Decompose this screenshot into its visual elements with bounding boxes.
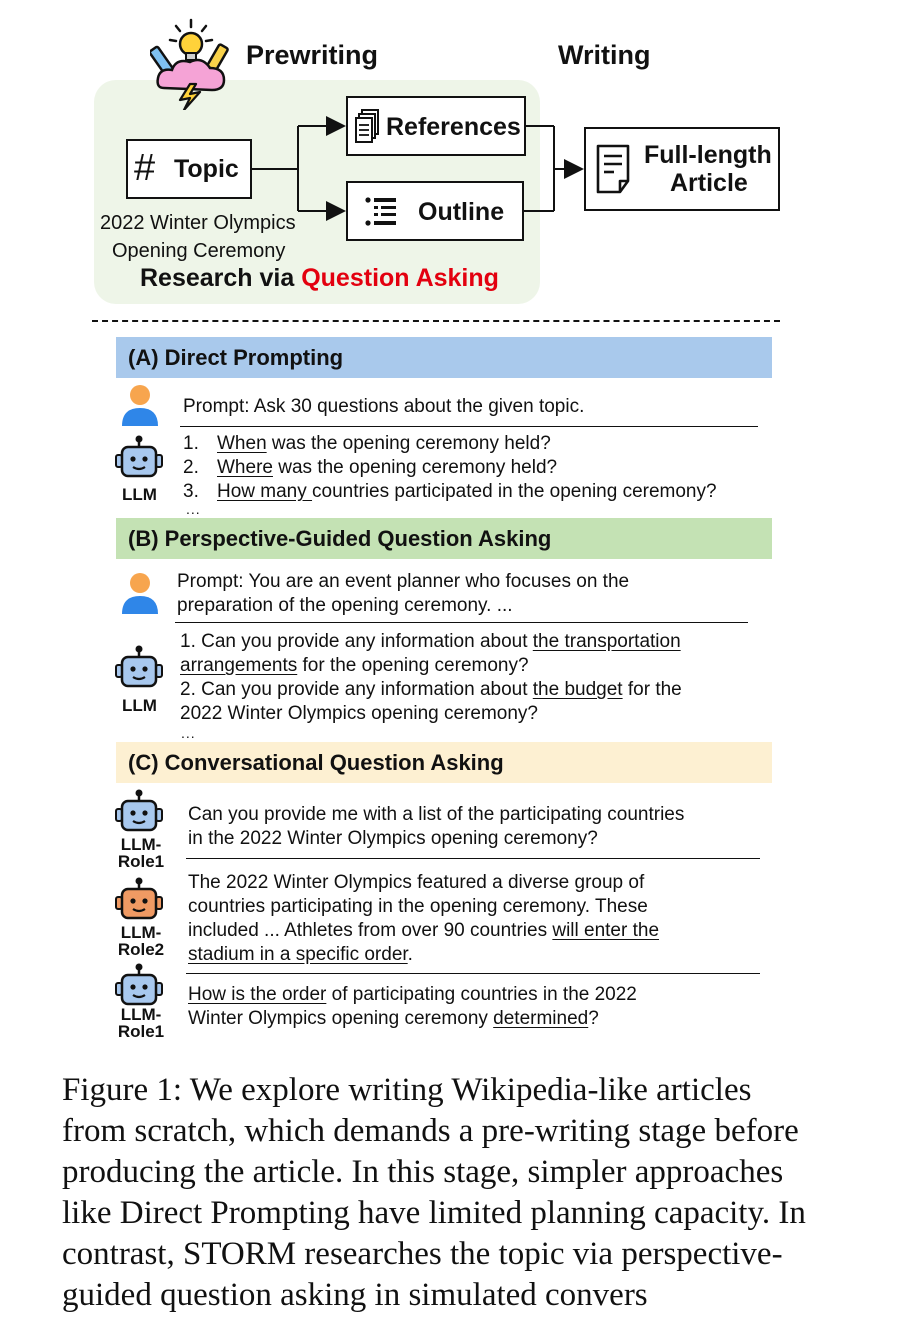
topic-label: Topic: [174, 155, 239, 183]
research-caption: [140, 264, 499, 293]
section-b-prompt-line1: Prompt: You are an event planner who focuses on the: [177, 571, 630, 592]
section-a-ellipsis: ...: [186, 501, 201, 517]
section-b-agent-label: LLM: [122, 696, 157, 715]
role1-label: LLM- Role1: [117, 1005, 165, 1041]
section-a-agent-label: LLM: [122, 485, 157, 504]
research-highlight: Question Asking: [301, 264, 499, 292]
topic-example-line2: Opening Ceremony: [112, 240, 286, 262]
article-label-line2: Article: [670, 169, 748, 197]
writing-label: Writing: [558, 40, 651, 70]
role2-label: LLM- Role2: [117, 923, 165, 959]
caption-line: producing the article. In this stage, simpler approaches: [62, 1154, 784, 1190]
robot-icon: [114, 434, 164, 480]
list-item: 2022 Winter Olympics opening ceremony?: [180, 703, 539, 724]
section-b-ellipsis: ...: [181, 725, 196, 741]
section-b-prompt-line2: preparation of the opening ceremony. ...: [177, 595, 513, 616]
section-a-prompt-rule: [180, 426, 758, 427]
turn2-text: The 2022 Winter Olympics featured a diverse group of countries participating in the opening ceremony. These included ... Athletes from over 90 countries will enter the stadium in a specific order.: [188, 872, 660, 965]
robot-icon: [114, 788, 164, 834]
role1-label: LLM- Role1: [117, 835, 165, 871]
section-b-questions: [180, 630, 682, 726]
list-item: 3. How many countries participated in the opening ceremony?: [183, 481, 717, 502]
list-item: arrangements for the opening ceremony?: [180, 655, 529, 676]
list-item: 2. Can you provide any information about the budget for the: [180, 679, 682, 700]
robot-icon: [114, 644, 164, 690]
caption-line: contrast, STORM researches the topic via perspective-: [62, 1236, 783, 1272]
figure-caption: [62, 1070, 842, 1316]
list-item: 1. Can you provide any information about the transportation: [180, 631, 681, 652]
research-prefix: Research via: [140, 264, 302, 292]
article-label-line1: Full-length: [644, 141, 772, 169]
section-a-question-list: [183, 432, 717, 504]
turn1-text: Can you provide me with a list of the participating countries in the 2022 Winter Olympics opening ceremony?: [188, 804, 685, 849]
section-c-header: (C) Conversational Question Asking: [116, 742, 772, 783]
topic-example-line1: 2022 Winter Olympics: [100, 212, 296, 234]
dashed-divider: [92, 320, 780, 322]
robot-orange-icon: [114, 876, 164, 922]
outline-label: Outline: [418, 198, 505, 226]
user-icon: [120, 384, 160, 428]
user-icon: [120, 572, 160, 616]
caption-line: from scratch, which demands a pre-writing stage before: [62, 1113, 799, 1149]
turn1-rule: [186, 858, 760, 859]
caption-line: Figure 1: We explore writing Wikipedia-like articles: [62, 1072, 752, 1108]
references-label: References: [386, 113, 521, 141]
hashtag-icon: #: [134, 147, 156, 189]
section-b-header: (B) Perspective-Guided Question Asking: [116, 518, 772, 559]
list-item: 2. Where was the opening ceremony held?: [183, 457, 558, 478]
caption-line: like Direct Prompting have limited planning capacity. In: [62, 1195, 806, 1231]
turn2-rule: [186, 973, 760, 974]
robot-icon: [114, 962, 164, 1008]
prewriting-label: Prewriting: [246, 40, 379, 70]
turn3-text: How is the order of participating countries in the 2022 Winter Olympics opening ceremony determined?: [188, 984, 637, 1029]
section-a-prompt: Prompt: Ask 30 questions about the given topic.: [183, 396, 585, 417]
section-b-prompt-rule: [175, 622, 748, 623]
list-item: 1. When was the opening ceremony held?: [183, 433, 551, 454]
caption-line: guided question asking in simulated convers: [62, 1277, 648, 1313]
section-a-header: (A) Direct Prompting: [116, 337, 772, 378]
